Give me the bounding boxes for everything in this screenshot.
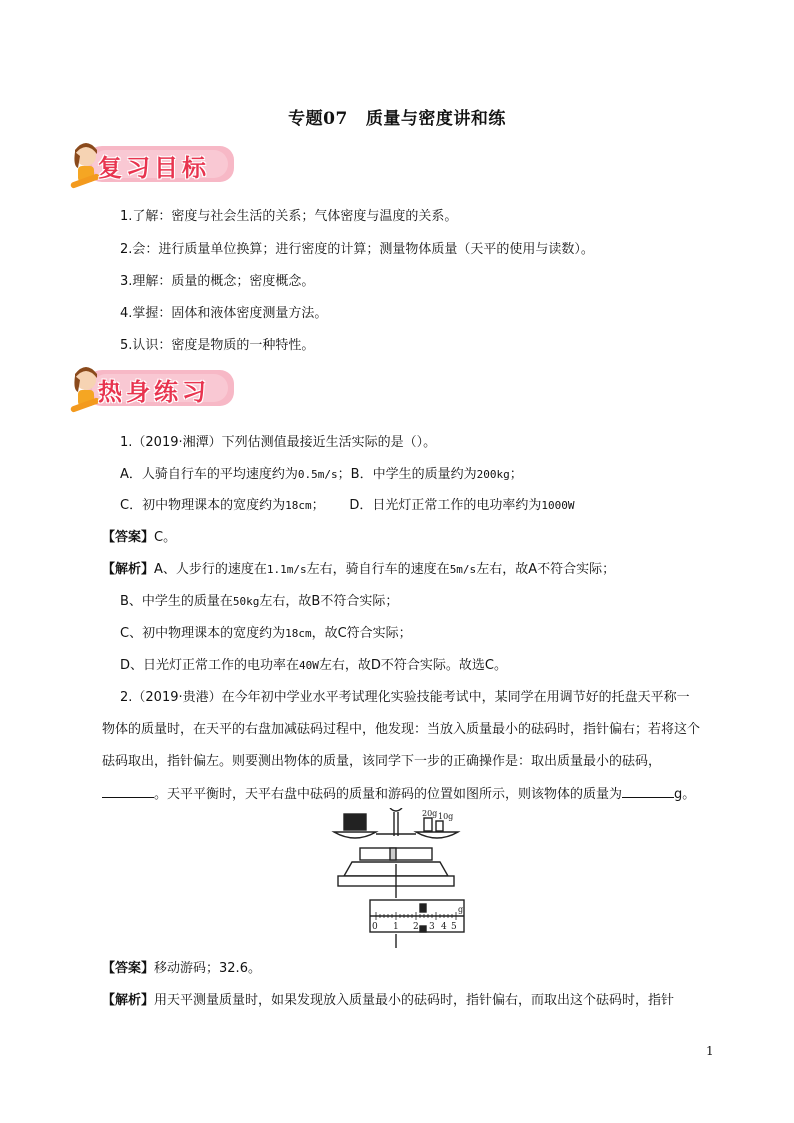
scale-tick-label: 3 xyxy=(429,922,435,932)
answer-blank-2 xyxy=(622,785,674,798)
q2-line-3: 砝码取出，指针偏左。则要测出物体的质量，该同学下一步的正确操作是：取出质量最小的砝码， xyxy=(102,754,662,769)
balance-figure xyxy=(324,808,470,952)
scale-tick-label: 2 xyxy=(413,922,419,932)
q2-line-1: 2.（2019·贵港）在今年初中学业水平考试理化实验技能考试中，某同学在用调节好的托盘天平称一 xyxy=(120,690,690,705)
goal-item: 3.理解：质量的概念；密度概念。 xyxy=(120,274,315,289)
goal-item: 1.了解：密度与社会生活的关系；气体密度与温度的关系。 xyxy=(120,209,458,224)
review-goals-banner xyxy=(68,140,236,188)
weight-20g-label: 20g xyxy=(422,809,438,818)
scale-tick-label: 4 xyxy=(441,922,447,932)
q2-line-2: 物体的质量时，在天平的右盘加减砝码过程中，他发现：当放入质量最小的砝码时，指针偏右；若将这个 xyxy=(102,722,701,737)
scale-tick-label: 0 xyxy=(372,922,378,932)
goal-item: 5.认识：密度是物质的一种特性。 xyxy=(120,338,315,353)
rider-top xyxy=(420,904,426,912)
warmup-heading: 热身练习 xyxy=(98,377,210,406)
rider-bottom xyxy=(420,926,426,932)
page-title xyxy=(0,104,794,129)
q1-options-ab: A．人骑自行车的平均速度约为0.5m/s；B．中学生的质量约为200kg； xyxy=(120,467,523,482)
weight-10g-label: 10g xyxy=(438,812,454,821)
scale-tick-label: 1 xyxy=(393,922,399,932)
page-number: 1 xyxy=(706,1044,714,1058)
answer-blank-1 xyxy=(102,785,154,798)
q1-analysis-d: D、日光灯正常工作的电功率在40W左右，故D不符合实际。故选C。 xyxy=(120,658,507,673)
q2-analysis: 【解析】用天平测量质量时，如果发现放入质量最小的砝码时，指针偏右，而取出这个砝码时，指针 xyxy=(102,993,675,1008)
q1-stem: 1.（2019·湘潭）下列估测值最接近生活实际的是（）。 xyxy=(120,435,437,450)
title-part1: 专题07 xyxy=(288,109,348,129)
q1-answer: 【答案】C。 xyxy=(102,530,177,545)
object-block xyxy=(344,814,366,830)
scale-unit-label: g xyxy=(458,905,464,914)
q1-options-cd: C．初中物理课本的宽度约为18cm； D．日光灯正常工作的电功率约为1000W xyxy=(120,498,575,513)
scale-tick-label: 5 xyxy=(451,922,457,932)
q2-line-4: 。天平平衡时，天平右盘中砝码的质量和游码的位置如图所示，则该物体的质量为 g。 xyxy=(102,785,695,804)
goal-item: 4.掌握：固体和液体密度测量方法。 xyxy=(120,306,328,321)
title-part2: 质量与密度讲和练 xyxy=(365,109,506,129)
q2-answer: 【答案】移动游码；32.6。 xyxy=(102,961,261,976)
q1-analysis-b: B、中学生的质量在50kg左右，故B不符合实际； xyxy=(120,594,399,609)
warmup-banner xyxy=(68,364,236,412)
goal-item: 2.会：进行质量单位换算；进行密度的计算；测量物体质量（天平的使用与读数）。 xyxy=(120,242,594,257)
q1-analysis-a: 【解析】A、人步行的速度在1.1m/s左右，骑自行车的速度在5m/s左右，故A不符合实际； xyxy=(102,562,616,577)
q1-analysis-c: C、初中物理课本的宽度约为18cm，故C符合实际； xyxy=(120,626,412,641)
review-goals-heading: 复习目标 xyxy=(98,153,210,182)
